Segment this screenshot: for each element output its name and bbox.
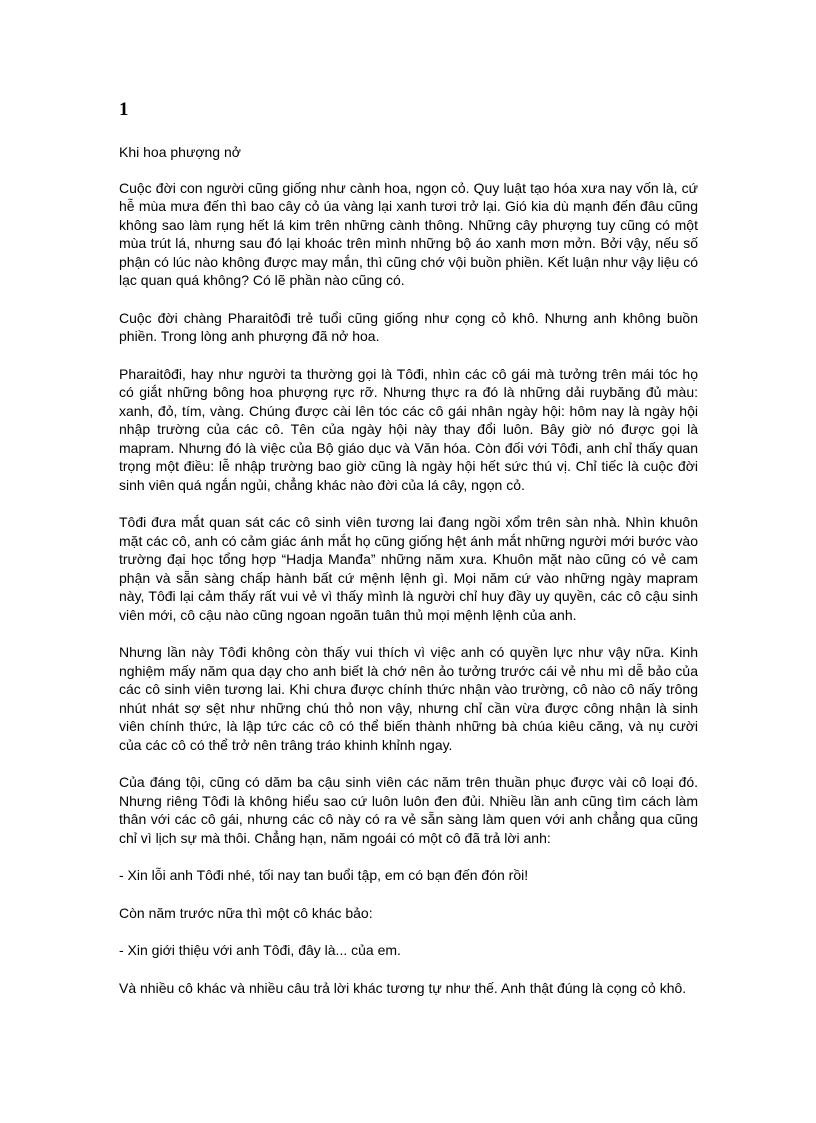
paragraph-8: Và nhiều cô khác và nhiều câu trả lời khác tương tự như thế. Anh thật đúng là cọng cỏ khô.: [119, 979, 687, 996]
page-content: [119, 99, 698, 1016]
paragraph-1: Cuộc đời con người cũng giống như cành hoa, ngọn cỏ. Quy luật tạo hóa xưa nay vốn là, cứ hễ mùa mưa đến thì bao cây cỏ úa vàng lại xanh tươi trở lại. Gió kia dù mạnh đến đâu cũng không sao làm rụng hết lá kim trên những cành thông. Những cây phượng tuy cũng có một mùa trút lá, nhưng sau đó lại khoác trên mình những bộ áo xanh mơn mởn. Bởi vậy, nếu số phận có lúc nào không được may mắn, thì cũng chớ vội buồn phiền. Kết luận như vậy liệu có lạc quan quá không? Có lẽ phần nào cũng có.: [119, 179, 698, 288]
chapter-title: Khi hoa phượng nở: [119, 144, 241, 160]
chapter-number: 1: [119, 99, 129, 120]
paragraph-3: Pharaitôđi, hay như người ta thường gọi là Tôđi, nhìn các cô gái mà tưởng trên mái tóc họ có giắt những bông hoa phượng rực rỡ. Nhưng thực ra đó là những dải ruybăng đủ màu: xanh, đỏ, tím, vàng. Chúng được cài lên tóc các cô gái nhân ngày hội: hôm nay là ngày hội nhập trường của các cô. Tên của ngày hội này thay đổi luôn. Bây giờ nó được gọi là mapram. Nhưng đó là việc của Bộ giáo dục và Văn hóa. Còn đối với Tôđi, anh chỉ thấy quan trọng một điều: lễ nhập trường bao giờ cũng là ngày hội hết sức thú vị. Chỉ tiếc là cuộc đời sinh viên quá ngắn ngủi, chẳng khác nào đời của lá cây, ngọn cỏ.: [119, 365, 698, 493]
paragraph-7: Còn năm trước nữa thì một cô khác bảo:: [119, 904, 373, 921]
paragraph-4: Tôđi đưa mắt quan sát các cô sinh viên tương lai đang ngồi xổm trên sàn nhà. Nhìn khuôn mặt các cô, anh có cảm giác ánh mắt họ cũng giống hệt ánh mắt những người mới bước vào trường đại học tổng hợp “Hadja Manđa” những năm xưa. Khuôn mặt nào cũng có vẻ cam phận và sẵn sàng chấp hành bất cứ mệnh lệnh gì. Mọi năm cứ vào những ngày mapram này, Tôđi lại cảm thấy rất vui vẻ vì thấy mình là người chỉ huy đầy uy quyền, các cô cậu sinh viên mới, cô cậu nào cũng ngoan ngoãn tuân thủ mọi mệnh lệnh của anh.: [119, 514, 698, 623]
dialogue-line-1: - Xin lỗi anh Tôđi nhé, tối nay tan buổi tập, em có bạn đến đón rồi!: [119, 867, 529, 883]
paragraph-6: Của đáng tội, cũng có dăm ba cậu sinh viên các năm trên thuần phục được vài cô loại đó. Nhưng riêng Tôđi là không hiểu sao cứ luôn luôn đen đủi. Nhiều lần anh cũng tìm cách làm thân với các cô gái, nhưng các cô này có ra vẻ sẵn sàng làm quen với anh chẳng qua cũng chỉ vì lịch sự mà thôi. Chẳng hạn, năm ngoái có một cô đã trả lời anh:: [119, 774, 698, 846]
dialogue-line-2: - Xin giới thiệu với anh Tôđi, đây là... của em.: [119, 942, 401, 958]
paragraph-2: Cuộc đời chàng Pharaitôđi trẻ tuổi cũng giống như cọng cỏ khô. Nhưng anh không buồn phiền. Trong lòng anh phượng đã nở hoa.: [119, 309, 698, 344]
paragraph-5: Nhưng lần này Tôđi không còn thấy vui thích vì việc anh có quyền lực như vậy nữa. Kinh nghiệm mấy năm qua dạy cho anh biết là chớ nên ảo tưởng trước cái vẻ nhu mì dễ bảo của các cô sinh viên tương lai. Khi chưa được chính thức nhận vào trường, cô nào cô nấy trông nhút nhát sợ sệt như những chú thỏ non vậy, nhưng chỉ cần vừa được công nhận là sinh viên chính thức, là lập tức các cô có thể biến thành những bà chúa kiêu căng, và nụ cười của các cô có thể trở nên trâng tráo khinh khỉnh ngay.: [119, 644, 698, 753]
